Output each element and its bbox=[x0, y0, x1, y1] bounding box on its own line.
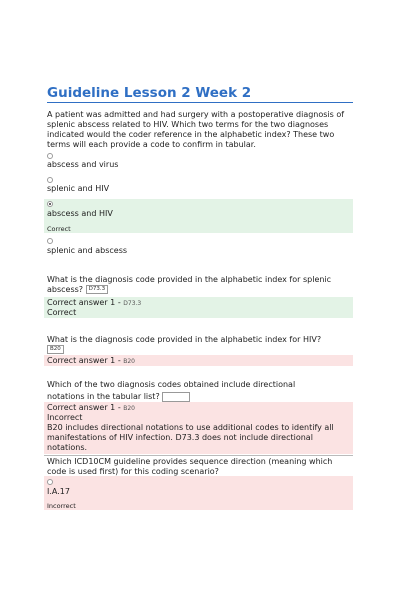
answer-input-q3[interactable]: B20 bbox=[47, 345, 64, 354]
question-4-line-1: Which of the two diagnosis codes obtained include directional bbox=[47, 380, 296, 389]
q2-correct-answer-label: Correct answer 1 - bbox=[47, 298, 121, 307]
option-4-label: splenic and abscess bbox=[47, 246, 128, 255]
radio-option-3-selected[interactable] bbox=[47, 201, 53, 207]
q5-feedback: Incorrect bbox=[47, 502, 76, 510]
q5-feedback-box bbox=[44, 476, 353, 510]
q2-feedback: Correct bbox=[47, 308, 77, 317]
q3-correct-answer bbox=[47, 356, 135, 367]
q3-correct-answer-value: B20 bbox=[123, 358, 136, 365]
question-5-text: Which ICD10CM guideline provides sequence direction (meaning which code is used first) for this coding scenario? bbox=[47, 457, 333, 476]
question-4-line-2: notations in the tabular list? bbox=[47, 392, 160, 401]
q4-correct-answer-value: B20 bbox=[123, 405, 136, 412]
question-3-text: What is the diagnosis code provided in the alphabetic index for HIV? bbox=[47, 335, 322, 344]
q4-correct-answer-label: Correct answer 1 - bbox=[47, 403, 121, 412]
q2-correct-answer-value: D73.3 bbox=[123, 300, 142, 307]
option-2-label: splenic and HIV bbox=[47, 184, 110, 193]
question-2-label: What is the diagnosis code provided in the alphabetic index for splenic abscess? bbox=[47, 275, 332, 294]
radio-q5-option-marker[interactable] bbox=[47, 479, 53, 485]
question-1-text: A patient was admitted and had surgery with a postoperative diagnosis of splenic abscess related to HIV. Which two terms for the two diagnoses indicated would the coder reference in the alphabetic index? These two terms will each provide a code to confirm in tabular. bbox=[47, 110, 345, 149]
option-1-label: abscess and virus bbox=[47, 160, 119, 169]
q3-correct-answer-label: Correct answer 1 - bbox=[47, 356, 121, 365]
q4-feedback: Incorrect bbox=[47, 413, 83, 422]
radio-option-2[interactable] bbox=[47, 177, 53, 183]
page-title: Guideline Lesson 2 Week 2 bbox=[47, 85, 353, 103]
answer-input-q2[interactable]: D73.3 bbox=[86, 285, 108, 294]
question-2-text bbox=[47, 275, 353, 295]
q3-input-wrap bbox=[47, 345, 64, 355]
radio-option-1[interactable] bbox=[47, 153, 53, 159]
q4-explanation: B20 includes directional notations to use additional codes to identify all manifestations of HIV infection. D73.3 does not include directional notations. bbox=[47, 423, 334, 452]
question-4-line-2-wrap bbox=[47, 392, 353, 402]
answer-input-q4[interactable] bbox=[162, 392, 190, 402]
divider bbox=[44, 455, 353, 456]
option-3-label: abscess and HIV bbox=[47, 209, 113, 218]
feedback-correct: Correct bbox=[47, 225, 71, 233]
q5-option-label: I.A.17 bbox=[47, 487, 70, 496]
radio-option-4[interactable] bbox=[47, 238, 53, 244]
